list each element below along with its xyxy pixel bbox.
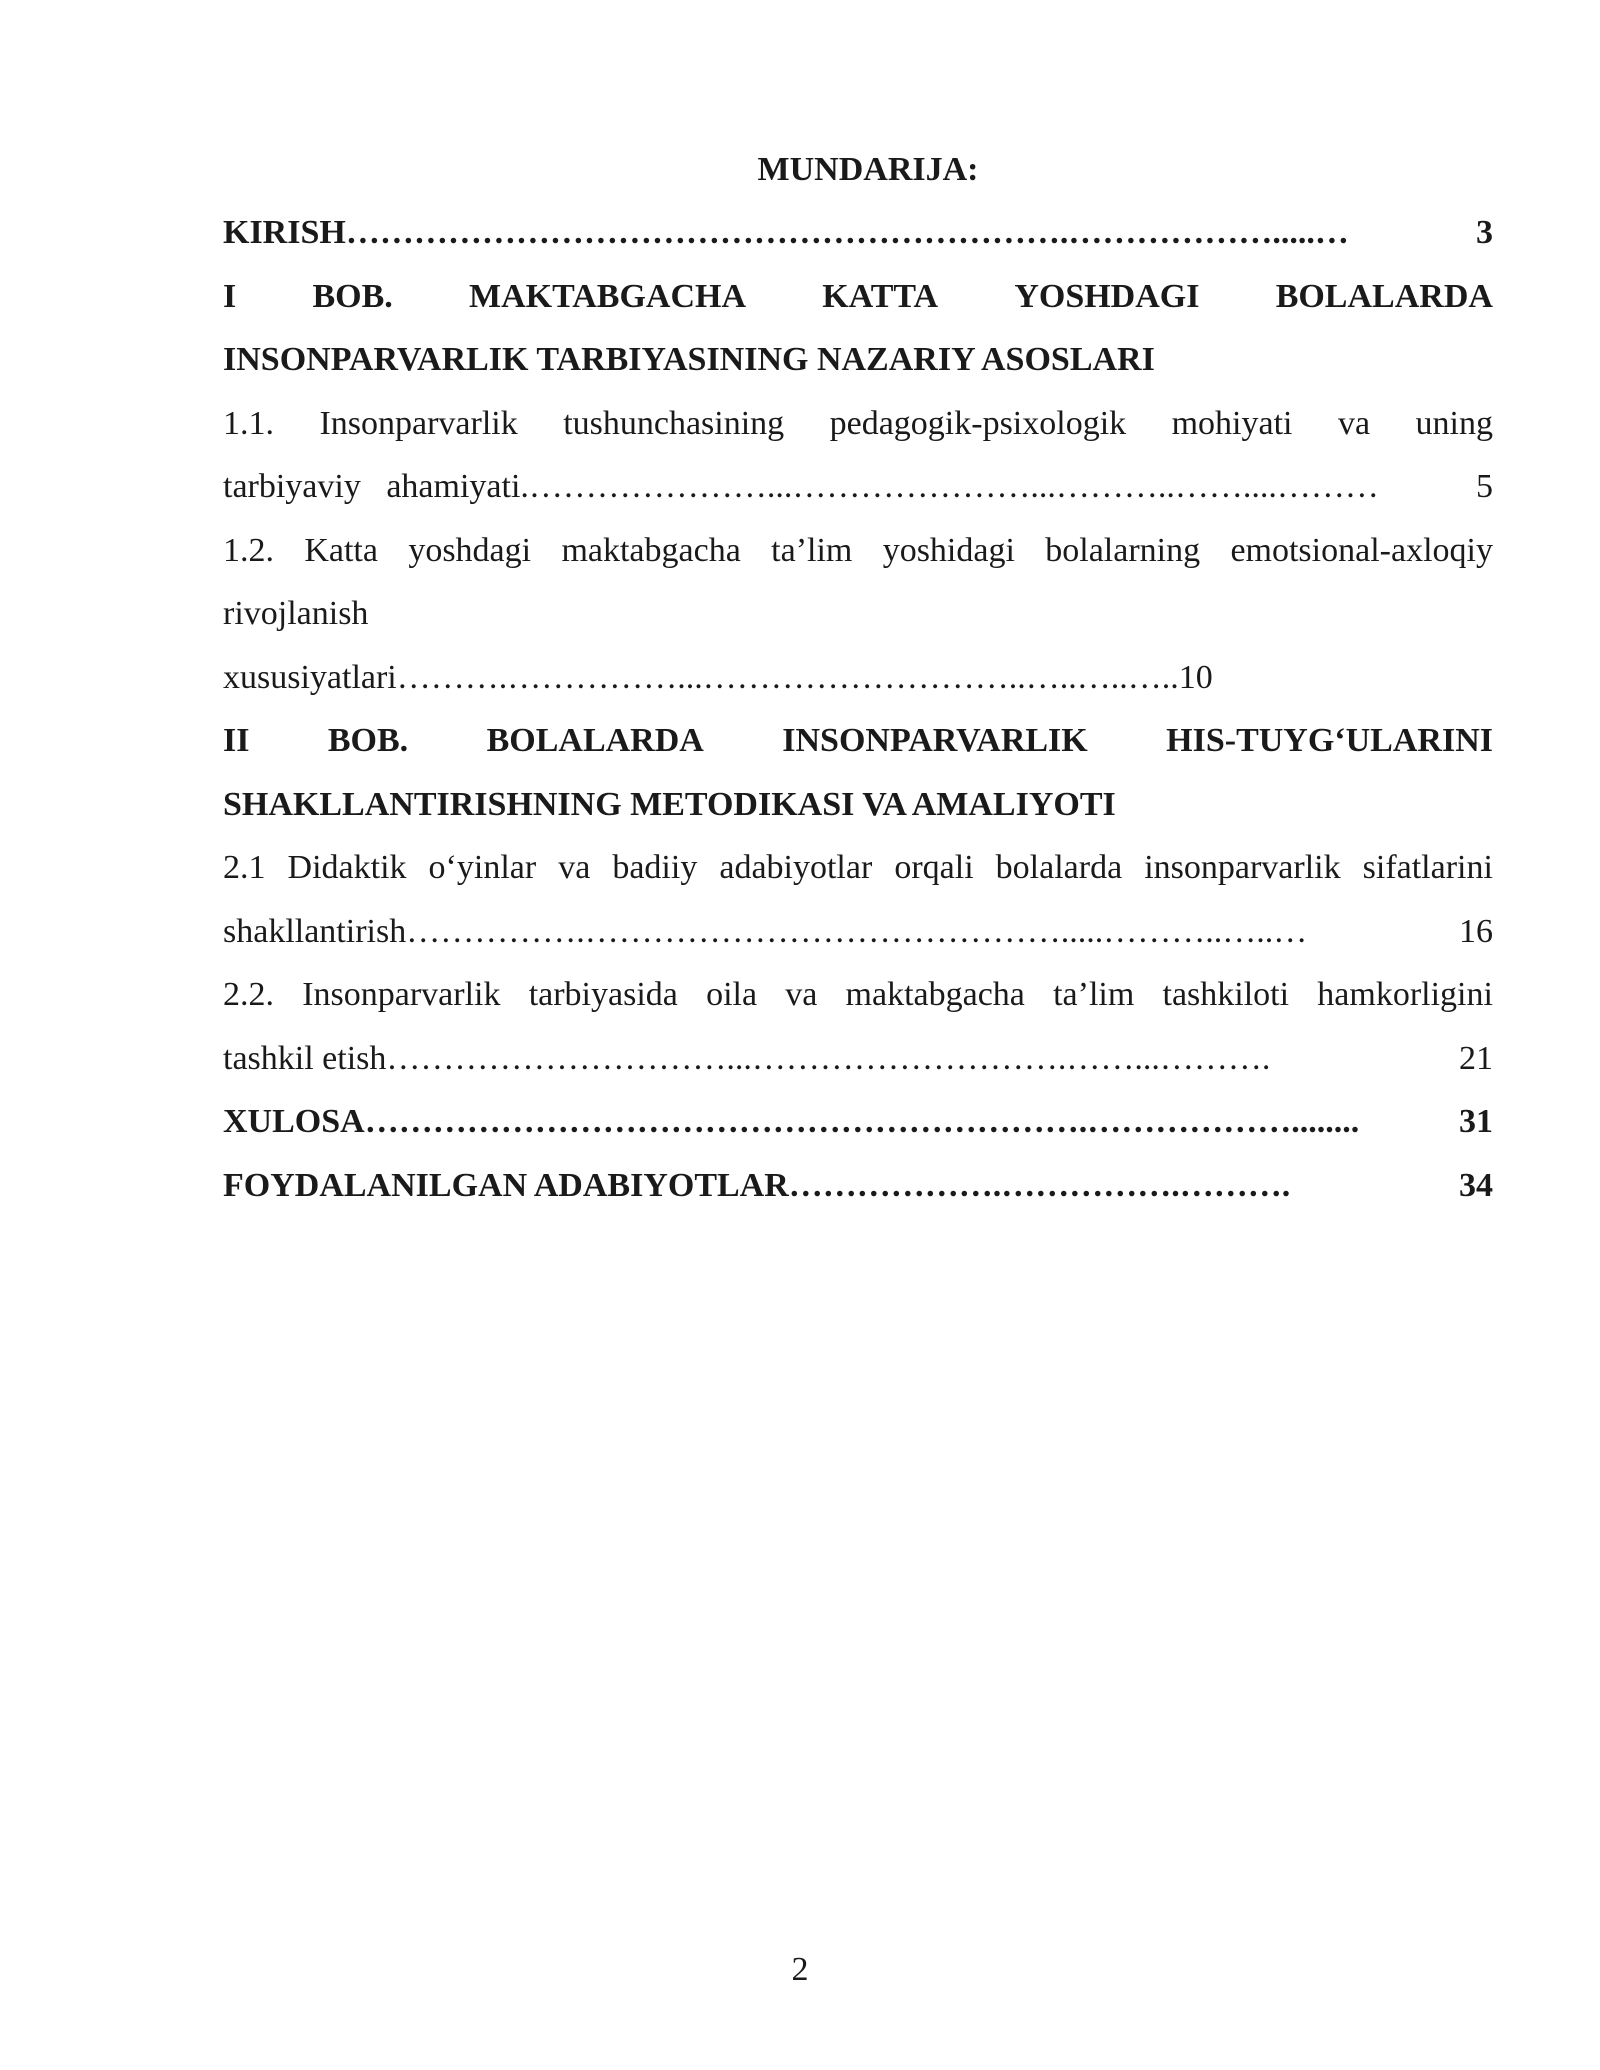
section-word: yoshidagi — [882, 531, 1015, 569]
section-word: badiiy — [612, 849, 698, 886]
chapter-2-heading-line-1[interactable] — [223, 709, 1493, 773]
chapter-word: BOB. — [312, 277, 393, 315]
section-word: maktabgacha — [561, 531, 741, 569]
toc-entry-2-1[interactable] — [223, 900, 1493, 964]
toc-page-number: 34 — [1459, 1166, 1493, 1204]
toc-entry-label: XULOSA — [223, 1103, 365, 1140]
toc-entry-2-2[interactable] — [223, 1027, 1493, 1091]
section-word: va — [558, 849, 591, 886]
toc-entry-kirish[interactable] — [223, 201, 1493, 265]
section-word: bolalarning — [1045, 531, 1201, 569]
toc-page-number: 5 — [1476, 468, 1493, 505]
section-word: orqali — [894, 849, 974, 886]
toc-leader-dots: …………….…………………………………….....………..…..… — [406, 912, 1308, 950]
section-word: Didaktik — [287, 849, 407, 886]
toc-entry-label: KIRISH — [223, 214, 346, 251]
section-word: oila — [706, 976, 758, 1013]
chapter-word: KATTA — [822, 277, 939, 315]
toc-entry-label: shakllantirish — [223, 912, 407, 950]
toc-entry-xulosa[interactable] — [223, 1090, 1493, 1154]
toc-page-number: 3 — [1476, 214, 1493, 251]
section-word: adabiyotlar — [719, 849, 873, 886]
chapter-word: BOB. — [327, 722, 409, 759]
section-word: ta’lim — [1053, 976, 1135, 1013]
toc-entry-1-1[interactable] — [223, 455, 1493, 519]
section-word: insonparvarlik — [1144, 849, 1341, 886]
table-of-contents — [223, 138, 1493, 1217]
toc-leader-dots: …………………...…………………...………..……....……… — [528, 468, 1379, 505]
section-word: maktabgacha — [845, 976, 1025, 1013]
chapter-word: II — [223, 722, 250, 759]
section-word: pedagogik-psixologik — [829, 404, 1127, 442]
chapter-word: HIS-TUYG‘ULARINI — [1166, 722, 1493, 759]
toc-page-number: 21 — [1459, 1039, 1493, 1077]
section-1-2-line-1[interactable] — [223, 519, 1493, 583]
section-word: Katta — [304, 531, 378, 569]
section-word: tarbiyasida — [528, 976, 678, 1013]
chapter-1-heading-line-2[interactable]: INSONPARVARLIK TARBIYASINING NAZARIY ASOSLARI — [223, 341, 1155, 378]
toc-entry-references[interactable] — [223, 1154, 1493, 1218]
toc-leader-dots: …………………………...……………………….……...………. — [386, 1039, 1271, 1077]
section-word: hamkorligini — [1317, 976, 1493, 1013]
section-word: sifatlarini — [1362, 849, 1493, 886]
chapter-word: I — [223, 277, 237, 315]
section-word: uning — [1415, 404, 1493, 442]
chapter-word: BOLALARDA — [1275, 277, 1493, 315]
section-1-2-line-2[interactable]: rivojlanish — [223, 595, 369, 632]
chapter-word: INSONPARVARLIK — [782, 722, 1088, 759]
section-word: va — [785, 976, 818, 1013]
chapter-2-heading-line-2[interactable]: SHAKLLANTIRISHNING METODIKASI VA AMALIYOTI — [223, 785, 1116, 823]
section-word: 2.2. — [223, 976, 274, 1013]
section-2-2-line-1[interactable] — [223, 963, 1493, 1027]
toc-title: MUNDARIJA: — [757, 151, 979, 188]
section-word: 1.1. — [223, 404, 274, 442]
section-1-2-line-3[interactable]: xususiyatlari……….……………...………………………..…..…..…..10 — [223, 658, 1213, 696]
toc-entry-label: FOYDALANILGAN ADABIYOTLAR — [223, 1166, 789, 1204]
toc-leader-dots: ……………….…………….………. — [788, 1166, 1291, 1204]
toc-entry-label: tashkil etish — [223, 1039, 387, 1077]
page-number: 2 — [791, 1951, 809, 1988]
section-word: yoshdagi — [408, 531, 532, 569]
chapter-word: YOSHDAGI — [1014, 277, 1200, 315]
section-word: Insonparvarlik — [319, 404, 518, 442]
section-word: Insonparvarlik — [302, 976, 501, 1013]
section-word: emotsional-axloqiy — [1230, 531, 1493, 569]
section-word: o‘yinlar — [428, 849, 537, 886]
chapter-word: BOLALARDA — [486, 722, 704, 759]
section-1-1-line-1[interactable] — [223, 392, 1493, 456]
section-word: tushunchasining — [563, 404, 785, 442]
section-word: tashkiloti — [1162, 976, 1290, 1013]
chapter-1-heading-line-1[interactable] — [223, 265, 1493, 329]
section-2-1-line-1[interactable] — [223, 836, 1493, 900]
section-word: bolalarda — [995, 849, 1123, 886]
section-word: va — [1337, 404, 1371, 442]
section-word: 1.2. — [223, 531, 274, 569]
toc-entry-label: tarbiyaviy ahamiyati. — [223, 468, 529, 505]
toc-page-number: 16 — [1459, 912, 1493, 950]
toc-leader-dots: ……………………………………………………….……………….....… — [345, 214, 1349, 251]
chapter-word: MAKTABGACHA — [468, 277, 747, 315]
toc-leader-dots: ……………………………………………………….………………........ — [364, 1103, 1360, 1140]
section-word: mohiyati — [1171, 404, 1293, 442]
section-word: ta’lim — [771, 531, 853, 569]
section-word: 2.1 — [223, 849, 266, 886]
toc-page-number: 31 — [1459, 1103, 1493, 1140]
